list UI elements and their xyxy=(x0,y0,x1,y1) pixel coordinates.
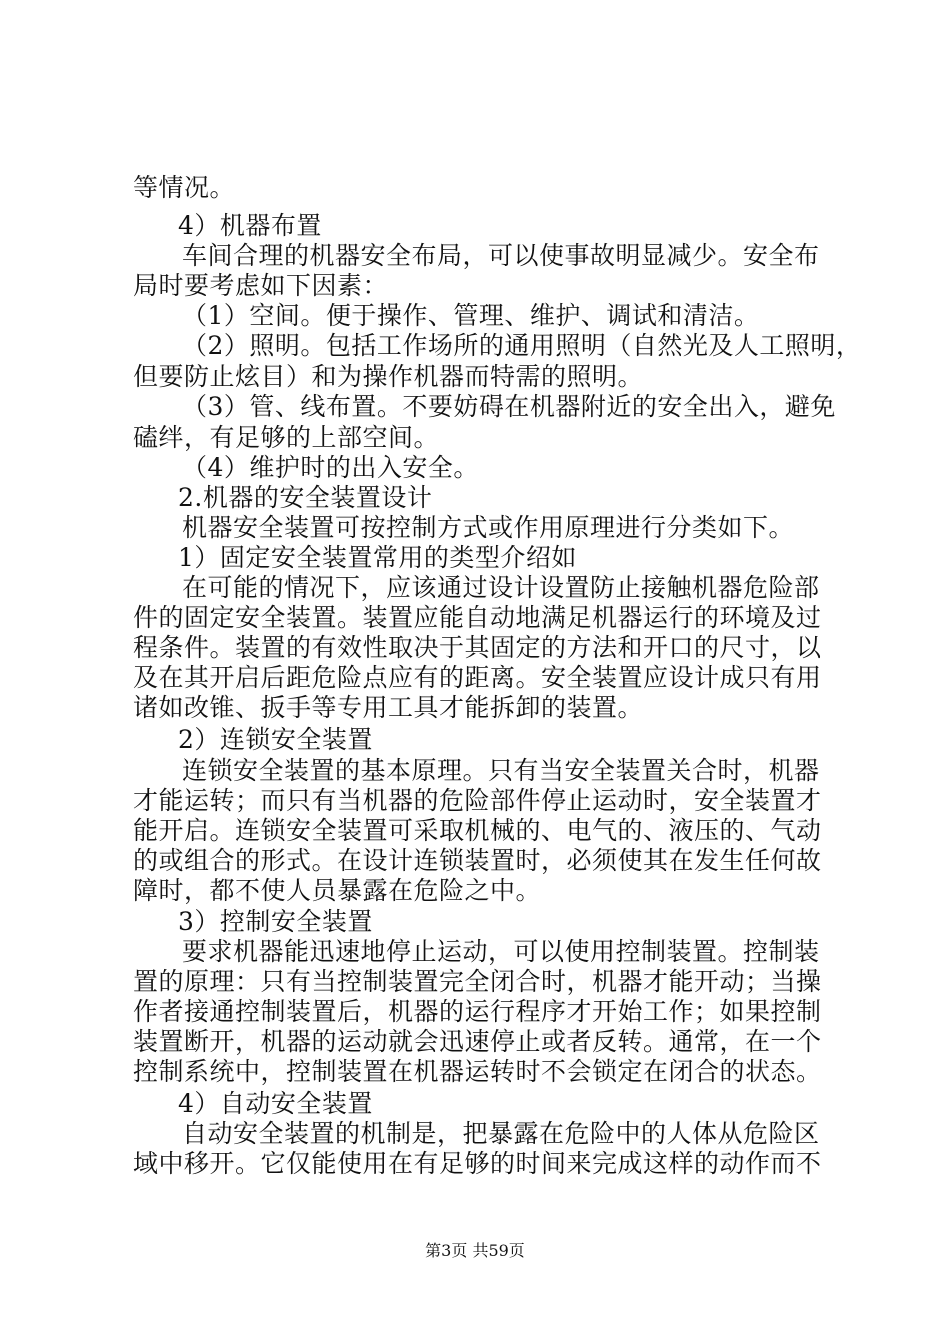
text-line: 3）控制安全装置 xyxy=(178,907,373,936)
text-line: 4）机器布置 xyxy=(178,211,322,240)
text-line: 要求机器能迅速地停止运动，可以使用控制装置。控制装 xyxy=(182,937,820,966)
text-line: 才能运转；而只有当机器的危险部件停止运动时，安全装置才 xyxy=(133,786,822,815)
text-line: 作者接通控制装置后，机器的运行程序才开始工作；如果控制 xyxy=(133,997,822,1026)
text-line: （1）空间。便于操作、管理、维护、调试和清洁。 xyxy=(182,301,760,330)
text-line: 障时，都不使人员暴露在危险之中。 xyxy=(133,876,542,905)
text-line: 4）自动安全装置 xyxy=(178,1089,373,1118)
text-line: 机器安全装置可按控制方式或作用原理进行分类如下。 xyxy=(182,513,795,542)
text-line: 件的固定安全装置。装置应能自动地满足机器运行的环境及过 xyxy=(133,603,822,632)
text-line: 在可能的情况下，应该通过设计设置防止接触机器危险部 xyxy=(182,573,820,602)
text-line: 1）固定安全装置常用的类型介绍如 xyxy=(178,543,577,572)
text-line: 2）连锁安全装置 xyxy=(178,725,373,754)
text-line: 自动安全装置的机制是，把暴露在危险中的人体从危险区 xyxy=(182,1119,820,1148)
text-line: （3）管、线布置。不要妨碍在机器附近的安全出入，避免 xyxy=(182,392,836,421)
text-line: 及在其开启后距危险点应有的距离。安全装置应设计成只有用 xyxy=(133,663,822,692)
text-line: 的或组合的形式。在设计连锁装置时，必须使其在发生任何故 xyxy=(133,846,822,875)
text-line: 磕绊，有足够的上部空间。 xyxy=(133,423,440,452)
text-line: 局时要考虑如下因素： xyxy=(133,271,389,300)
text-line: 装置断开，机器的运动就会迅速停止或者反转。通常，在一个 xyxy=(133,1027,822,1056)
text-line: 置的原理：只有当控制装置完全闭合时，机器才能开动；当操 xyxy=(133,967,822,996)
text-line: 域中移开。它仅能使用在有足够的时间来完成这样的动作而不 xyxy=(133,1149,822,1178)
text-line: 诸如改锥、扳手等专用工具才能拆卸的装置。 xyxy=(133,693,644,722)
text-line: 2.机器的安全装置设计 xyxy=(178,483,433,512)
text-line: 能开启。连锁安全装置可采取机械的、电气的、液压的、气动 xyxy=(133,816,822,845)
text-line: 连锁安全装置的基本原理。只有当安全装置关合时，机器 xyxy=(182,756,820,785)
text-line: 等情况。 xyxy=(133,173,236,202)
text-line: 控制系统中，控制装置在机器运转时不会锁定在闭合的状态。 xyxy=(133,1057,822,1086)
page-footer: 第3页 共59页 xyxy=(425,1241,525,1260)
text-line: 车间合理的机器安全布局，可以使事故明显减少。安全布 xyxy=(182,241,820,270)
text-line: 但要防止炫目）和为操作机器而特需的照明。 xyxy=(133,362,644,391)
text-line: （2）照明。包括工作场所的通用照明（自然光及人工照明， xyxy=(182,331,862,360)
text-line: （4）维护时的出入安全。 xyxy=(182,453,479,482)
text-line: 程条件。装置的有效性取决于其固定的方法和开口的尺寸，以 xyxy=(133,633,822,662)
